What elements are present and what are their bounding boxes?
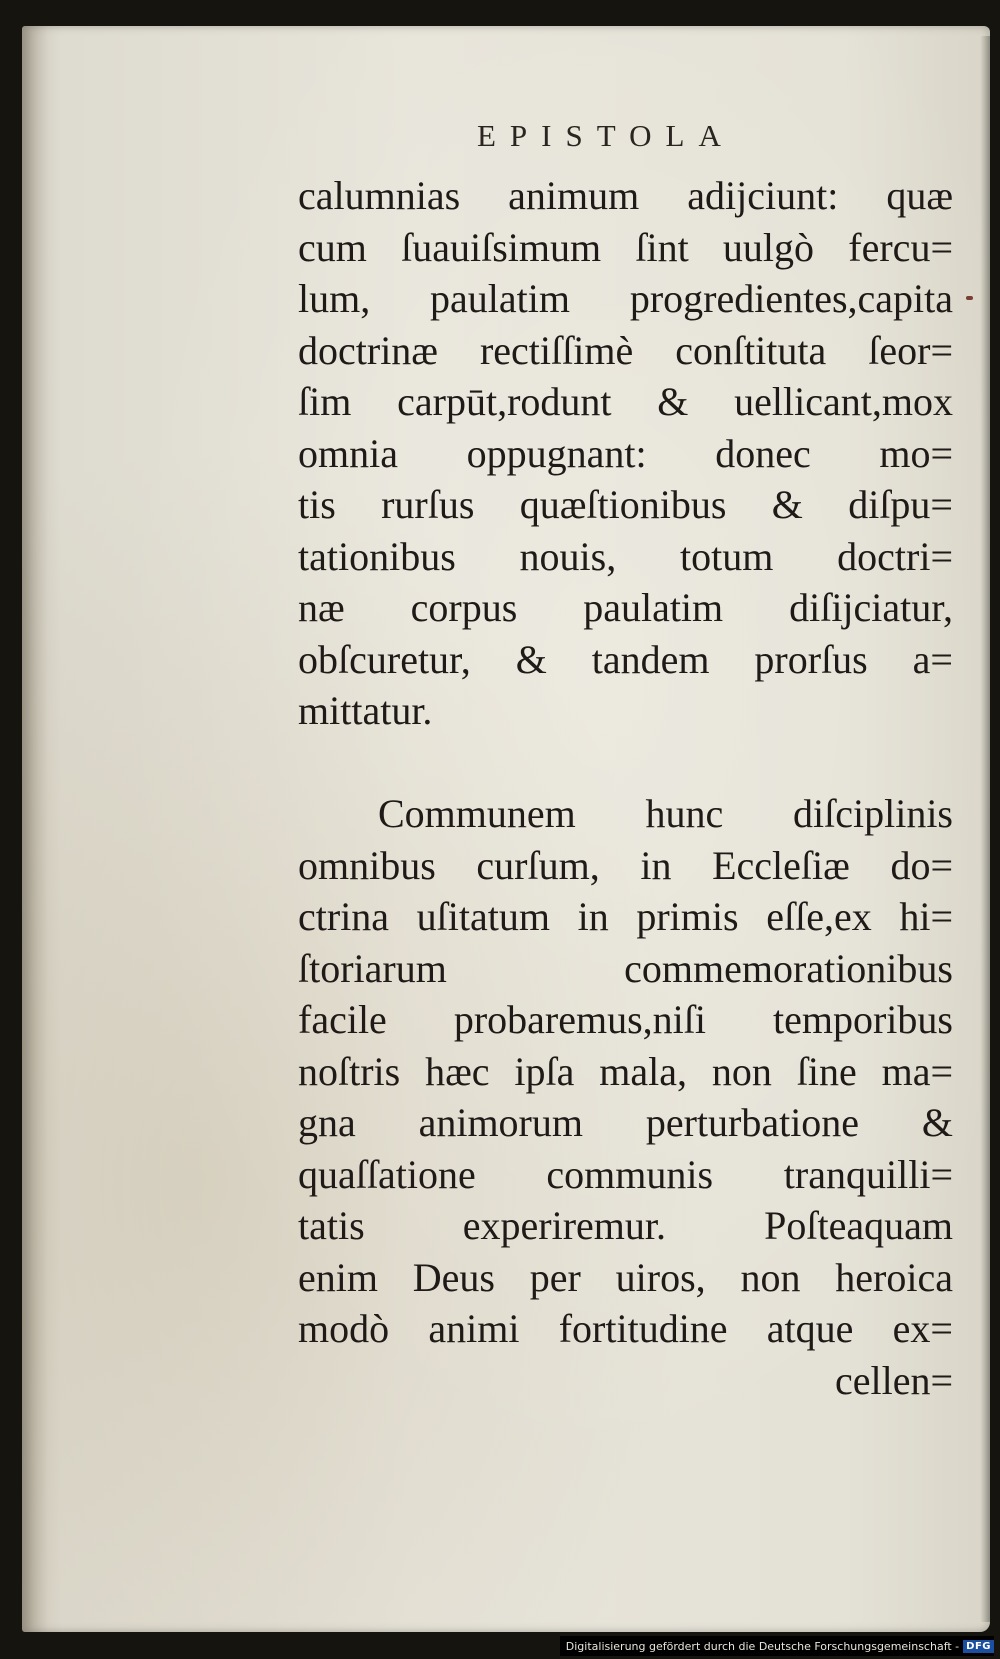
text-line: enim Deus per uiros, non heroica [298,1254,953,1300]
ink-speck [966,296,973,300]
text-line: cum ſuauiſsimum ſint uulgò fercu= [298,224,953,270]
paragraph-2 [298,788,953,1406]
text-line: facile probaremus,niſi temporibus [298,997,953,1042]
text-line: gna animorum perturbatione & [298,1100,953,1145]
text-line: Communem hunc diſciplinis [378,791,953,836]
text-line: ctrina uſitatum in primis eſſe,ex hi= [298,894,953,939]
text-line: obſcuretur, & tandem prorſus a= [298,636,953,682]
text-line: mittatur. [298,688,433,733]
text-line: ſim carpūt,rodunt & uellicant,mox [298,379,953,424]
paragraph-1 [298,170,953,737]
text-line: tis rurſus quæſtionibus & diſpu= [298,482,953,527]
running-head: EPISTOLA [477,118,735,153]
text-line: tatis experiremur. Poſteaquam [298,1203,953,1248]
text-line: doctrinæ rectiſſimè conſtituta ſeor= [298,327,953,373]
text-line: omnibus curſum, in Eccleſiæ do= [298,842,953,888]
credit-text: Digitalisierung gefördert durch die Deutsche Forschungsgemeinschaft - [565,1639,960,1653]
text-line: ſtoriarum commemorationibus [298,945,953,991]
text-line: noſtris hæc ipſa mala, non ſine ma= [298,1048,953,1094]
text-line: lum, paulatim progredientes,capita [298,276,953,321]
paragraph-gap [298,737,953,789]
page-right-edge [980,36,990,1622]
text-line: tationibus nouis, totum doctri= [298,533,953,579]
text-line: omnia oppugnant: donec mo= [298,430,953,476]
book-page [22,26,990,1632]
text-line: modò animi fortitudine atque ex= [298,1306,953,1351]
text-line: quaſſatione communis tranquilli= [298,1151,953,1197]
body-text [298,170,953,1406]
page-gutter-shadow [22,26,48,1632]
dfg-logo: DFG [963,1640,994,1653]
catchword: cellen= [834,1357,953,1403]
text-line: næ corpus paulatim diſijciatur, [298,585,953,630]
digitization-credit [560,1636,994,1656]
text-line: calumnias animum adijciunt: quæ [298,173,953,218]
